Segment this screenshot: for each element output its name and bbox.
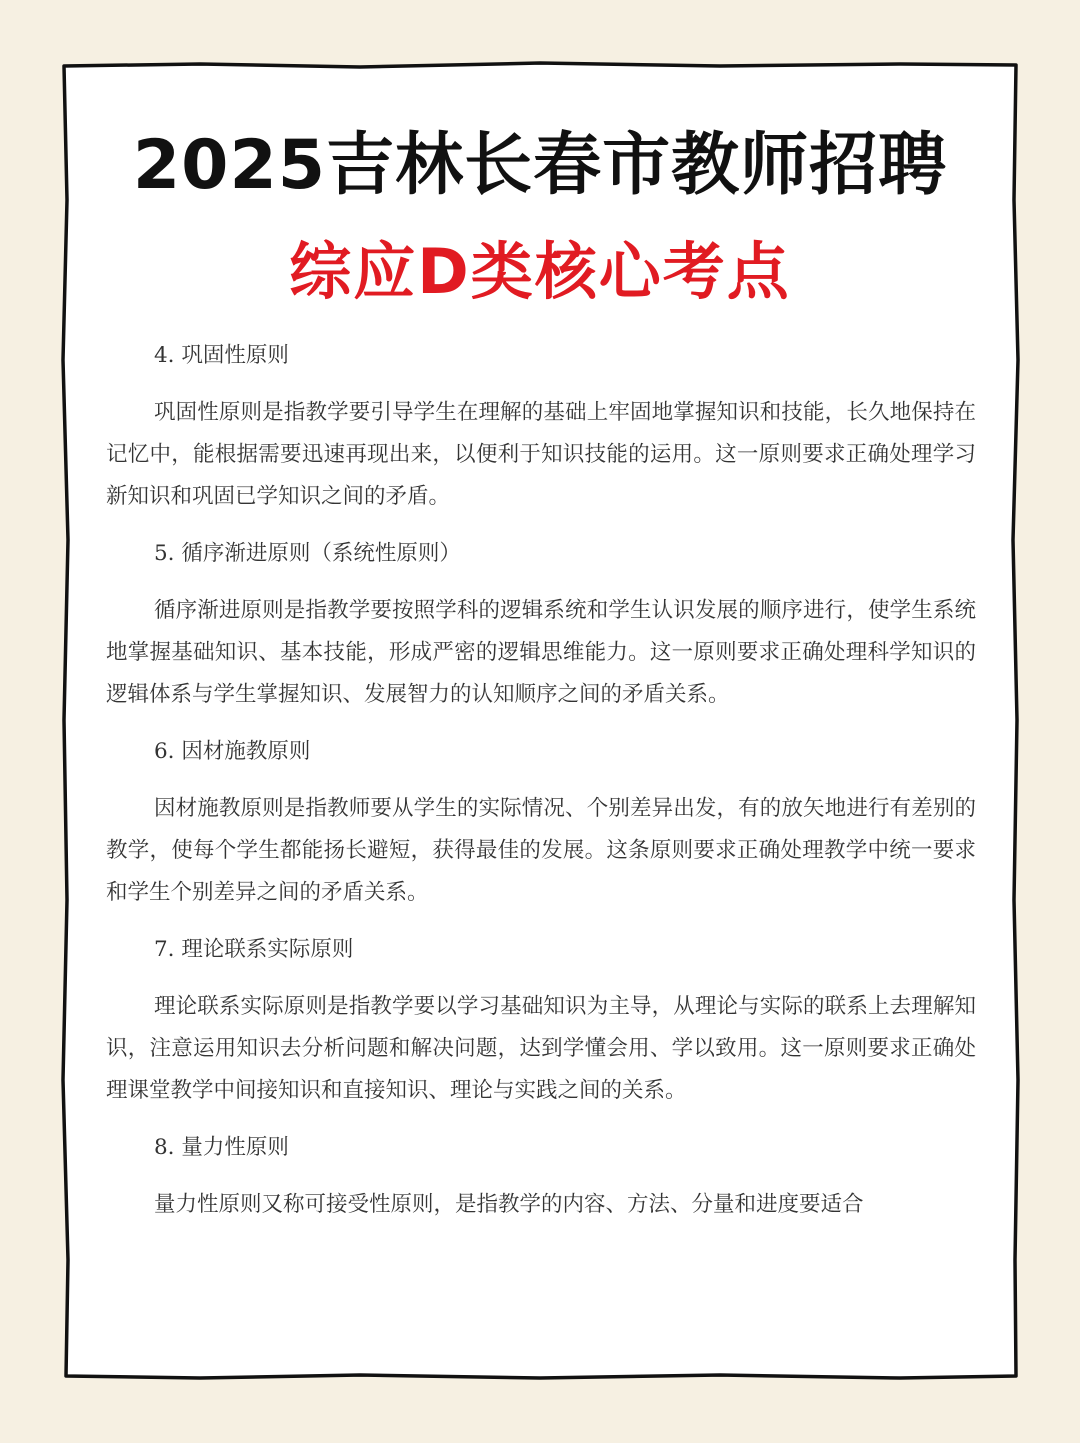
section-paragraph: 理论联系实际原则是指教学要以学习基础知识为主导，从理论与实际的联系上去理解知识，注意运用知识去分析问题和解决问题，达到学懂会用、学以致用。这一原则要求正确处理课堂教学中间接知识和直接知识、理论与实践之间的关系。: [106, 994, 976, 1103]
section-heading: 5. 循序渐进原则（系统性原则）: [154, 541, 461, 566]
document-page: [64, 64, 1016, 1376]
section-paragraph: 因材施教原则是指教师要从学生的实际情况、个别差异出发，有的放矢地进行有差别的教学，使每个学生都能扬长避短，获得最佳的发展。这条原则要求正确处理教学中统一要求和学生个别差异之间的矛盾关系。: [106, 796, 976, 905]
section-heading: 7. 理论联系实际原则: [154, 937, 354, 962]
section-heading: 4. 巩固性原则: [154, 343, 289, 368]
section-heading: 6. 因材施教原则: [154, 739, 311, 764]
section-paragraph: 量力性原则又称可接受性原则，是指教学的内容、方法、分量和进度要适合: [154, 1192, 864, 1217]
page-title: 2025吉林长春市教师招聘: [132, 126, 948, 205]
document-body: [106, 340, 976, 1246]
page-subtitle: 综应D类核心考点: [289, 235, 791, 308]
section-paragraph: 循序渐进原则是指教学要按照学科的逻辑系统和学生认识发展的顺序进行，使学生系统地掌握基础知识、基本技能，形成严密的逻辑思维能力。这一原则要求正确处理科学知识的逻辑体系与学生掌握知识、发展智力的认知顺序之间的矛盾关系。: [106, 598, 976, 707]
section-heading: 8. 量力性原则: [154, 1135, 289, 1160]
section-paragraph: 巩固性原则是指教学要引导学生在理解的基础上牢固地掌握知识和技能，长久地保持在记忆中，能根据需要迅速再现出来，以便利于知识技能的运用。这一原则要求正确处理学习新知识和巩固已学知识之间的矛盾。: [106, 400, 976, 509]
